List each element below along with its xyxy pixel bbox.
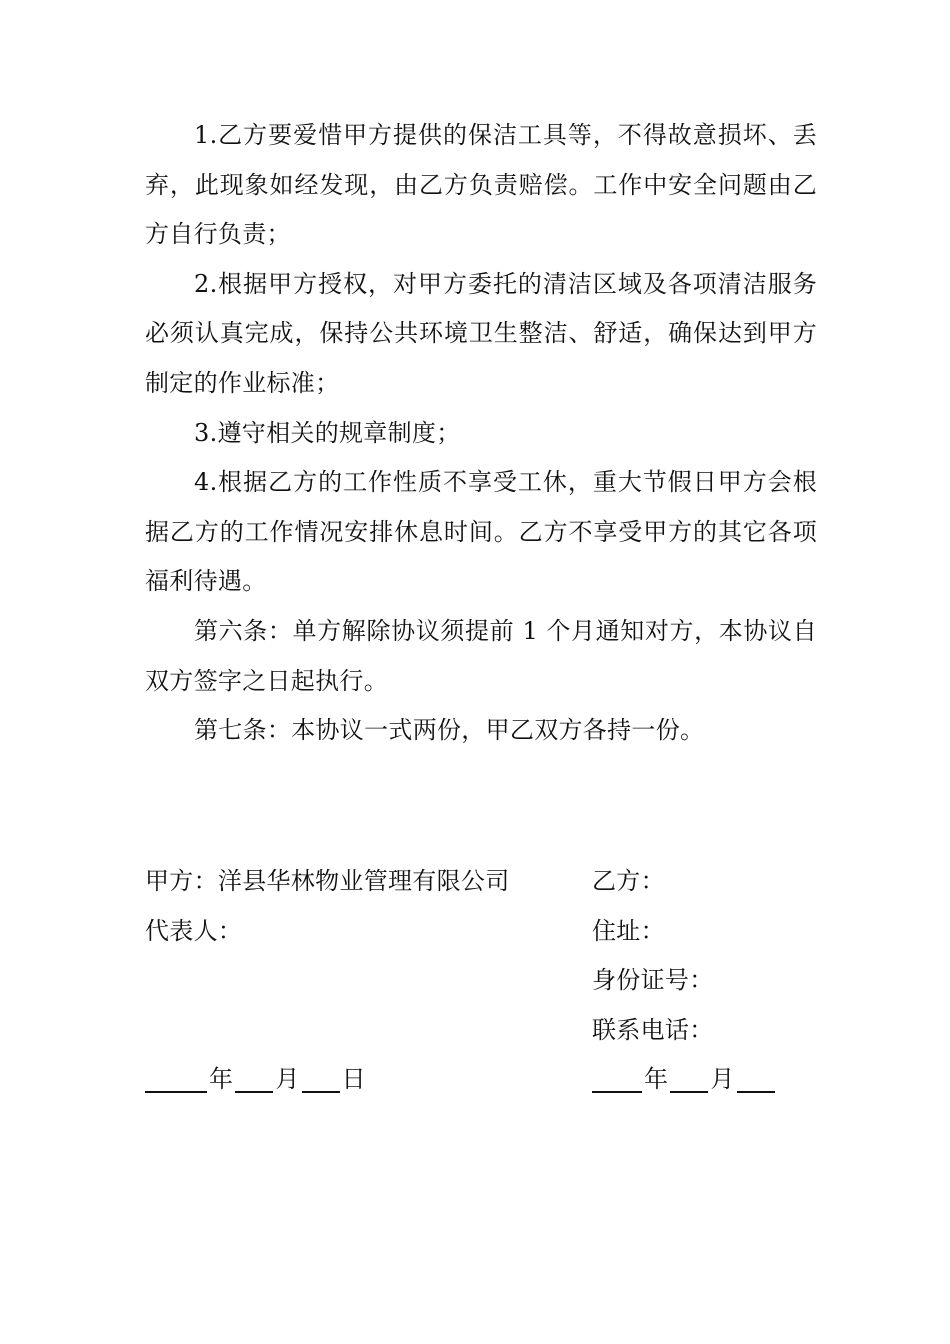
- party-b-phone: 联系电话：: [592, 1015, 714, 1044]
- clause-paragraph: 4.根据乙方的工作性质不享受工休，重大节假日甲方会根据乙方的工作情况安排休息时间。乙方不享受甲方的其它各项福利待遇。: [145, 468, 817, 596]
- party-b-id-number: 身份证号：: [592, 966, 714, 995]
- clause-paragraph: 1.乙方要爱惜甲方提供的保洁工具等，不得故意损坏、丢弃，此现象如经发现，由乙方负责赔偿。工作中安全问题由乙方自行负责；: [145, 121, 817, 249]
- spacer: [145, 956, 510, 1006]
- article-six: 第六条：单方解除协议须提前 1 个月通知对方，本协议自双方签字之日起执行。: [145, 616, 817, 695]
- party-b-date: [592, 1055, 775, 1105]
- clause-paragraph: 2.根据甲方授权，对甲方委托的清洁区域及各项清洁服务必须认真完成，保持公共环境卫生整洁、舒适，确保达到甲方制定的作业标准；: [145, 269, 817, 397]
- year-blank: [592, 1071, 642, 1093]
- month-label: 月: [710, 1065, 735, 1094]
- month-blank: [670, 1071, 708, 1093]
- agreement-body: [145, 111, 817, 756]
- article-seven: 第七条：本协议一式两份，甲乙双方各持一份。: [194, 716, 705, 745]
- clause-paragraph: 3.遵守相关的规章制度；: [194, 418, 461, 447]
- month-blank: [235, 1071, 273, 1093]
- party-a-signature-block: [145, 857, 510, 1105]
- year-blank: [145, 1071, 207, 1093]
- day-blank: [302, 1071, 340, 1093]
- party-a-name: 甲方：洋县华林物业管理有限公司: [145, 867, 510, 895]
- month-label: 月: [275, 1065, 300, 1094]
- party-b-name: 乙方：: [592, 867, 665, 895]
- day-blank: [737, 1071, 775, 1093]
- party-a-date: [145, 1055, 510, 1105]
- spacer: [145, 1006, 510, 1056]
- party-a-representative: 代表人：: [145, 916, 243, 945]
- party-b-signature-block: [592, 857, 775, 1105]
- day-label: 日: [341, 1065, 366, 1094]
- year-label: 年: [209, 1065, 234, 1094]
- party-b-address: 住址：: [592, 916, 665, 945]
- year-label: 年: [644, 1065, 669, 1094]
